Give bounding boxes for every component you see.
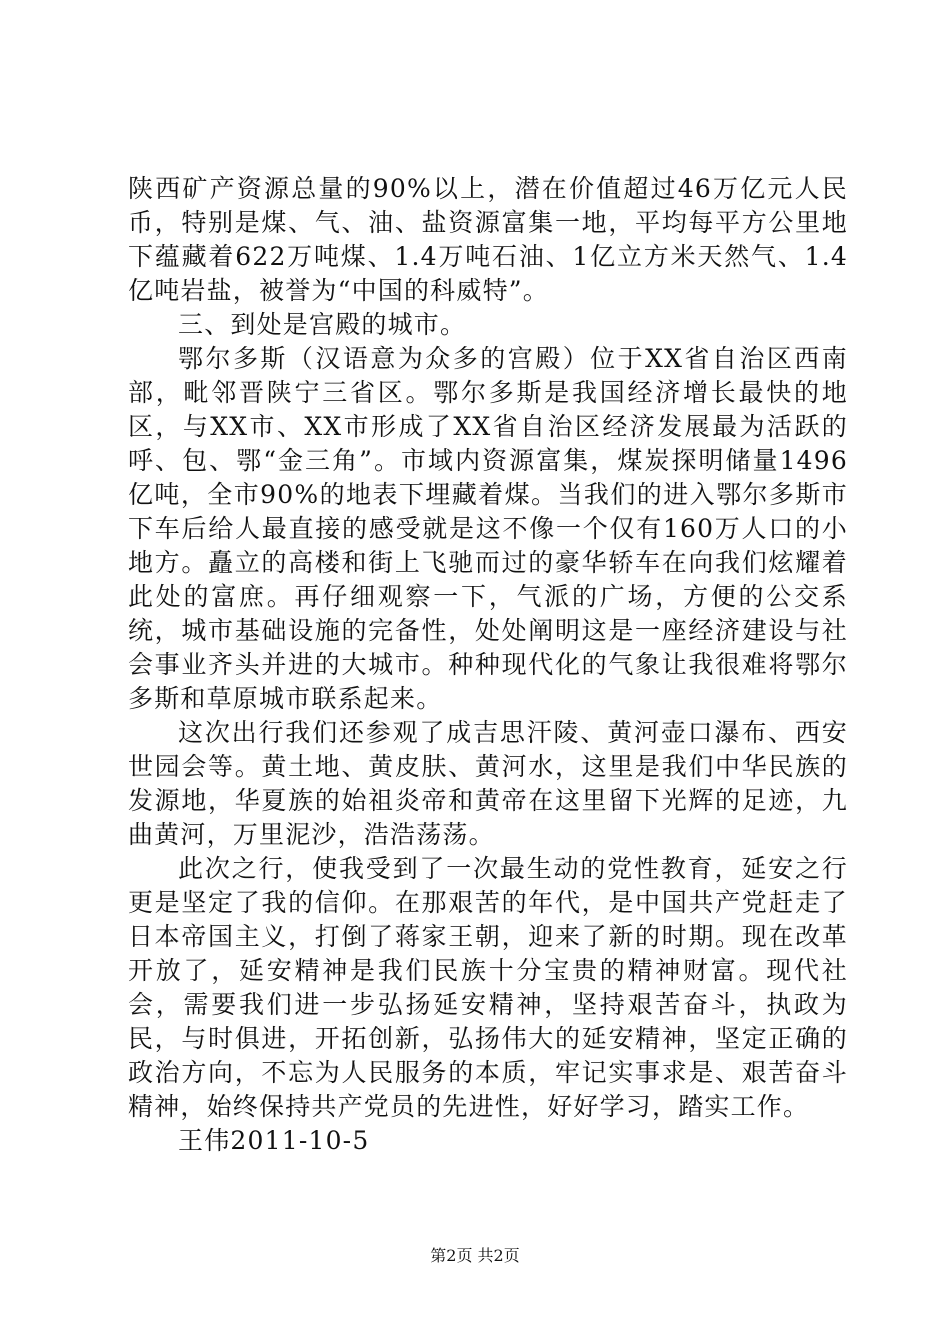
- paragraph-resources: 陕西矿产资源总量的90%以上，潜在价值超过46万亿元人民币，特别是煤、气、油、盐资源富集一地，平均每平方公里地下蕴藏着622万吨煤、1.4万吨石油、1亿立方米天然气、1.4亿吨岩盐，被誉为“中国的科威特”。: [128, 174, 848, 305]
- paragraph-reflection: 此次之行，使我受到了一次最生动的党性教育，延安之行更是坚定了我的信仰。在那艰苦的年代，是中国共产党赶走了日本帝国主义，打倒了蒋家王朝，迎来了新的时期。现在改革开放了，延安精神是我们民族十分宝贵的精神财富。现代社会，需要我们进一步弘扬延安精神，坚持艰苦奋斗，执政为民，与时俱进，开拓创新，弘扬伟大的延安精神，坚定正确的政治方向，不忘为人民服务的本质，牢记实事求是、艰苦奋斗精神，始终保持共产党员的先进性，好好学习，踏实工作。: [128, 854, 848, 1121]
- paragraph-ordos: 鄂尔多斯（汉语意为众多的宫殿）位于XX省自治区西南部，毗邻晋陕宁三省区。鄂尔多斯是我国经济增长最快的地区，与XX市、XX市形成了XX省自治区经济发展最为活跃的呼、包、鄂“金三角”。市域内资源富集，煤炭探明储量1496亿吨，全市90%的地表下埋藏着煤。当我们的进入鄂尔多斯市下车后给人最直接的感受就是这不像一个仅有160万人口的小地方。矗立的高楼和街上飞驰而过的豪华轿车在向我们炫耀着此处的富庶。再仔细观察一下，气派的广场，方便的公交系统，城市基础设施的完备性，处处阐明这是一座经济建设与社会事业齐头并进的大城市。种种现代化的气象让我很难将鄂尔多斯和草原城市联系起来。: [128, 344, 848, 713]
- paragraph-trip-sights: 这次出行我们还参观了成吉思汗陵、黄河壶口瀑布、西安世园会等。黄土地、黄皮肤、黄河水，这里是我们中华民族的发源地，华夏族的始祖炎帝和黄帝在这里留下光辉的足迹，九曲黄河，万里泥沙，浩浩荡荡。: [128, 718, 848, 849]
- page-footer: 第2页 共2页: [430, 1246, 520, 1265]
- document-body: [128, 172, 848, 1158]
- signature-date: 王伟2011-10-5: [178, 1126, 370, 1155]
- section-heading-palace-city: 三、到处是宫殿的城市。: [178, 310, 467, 339]
